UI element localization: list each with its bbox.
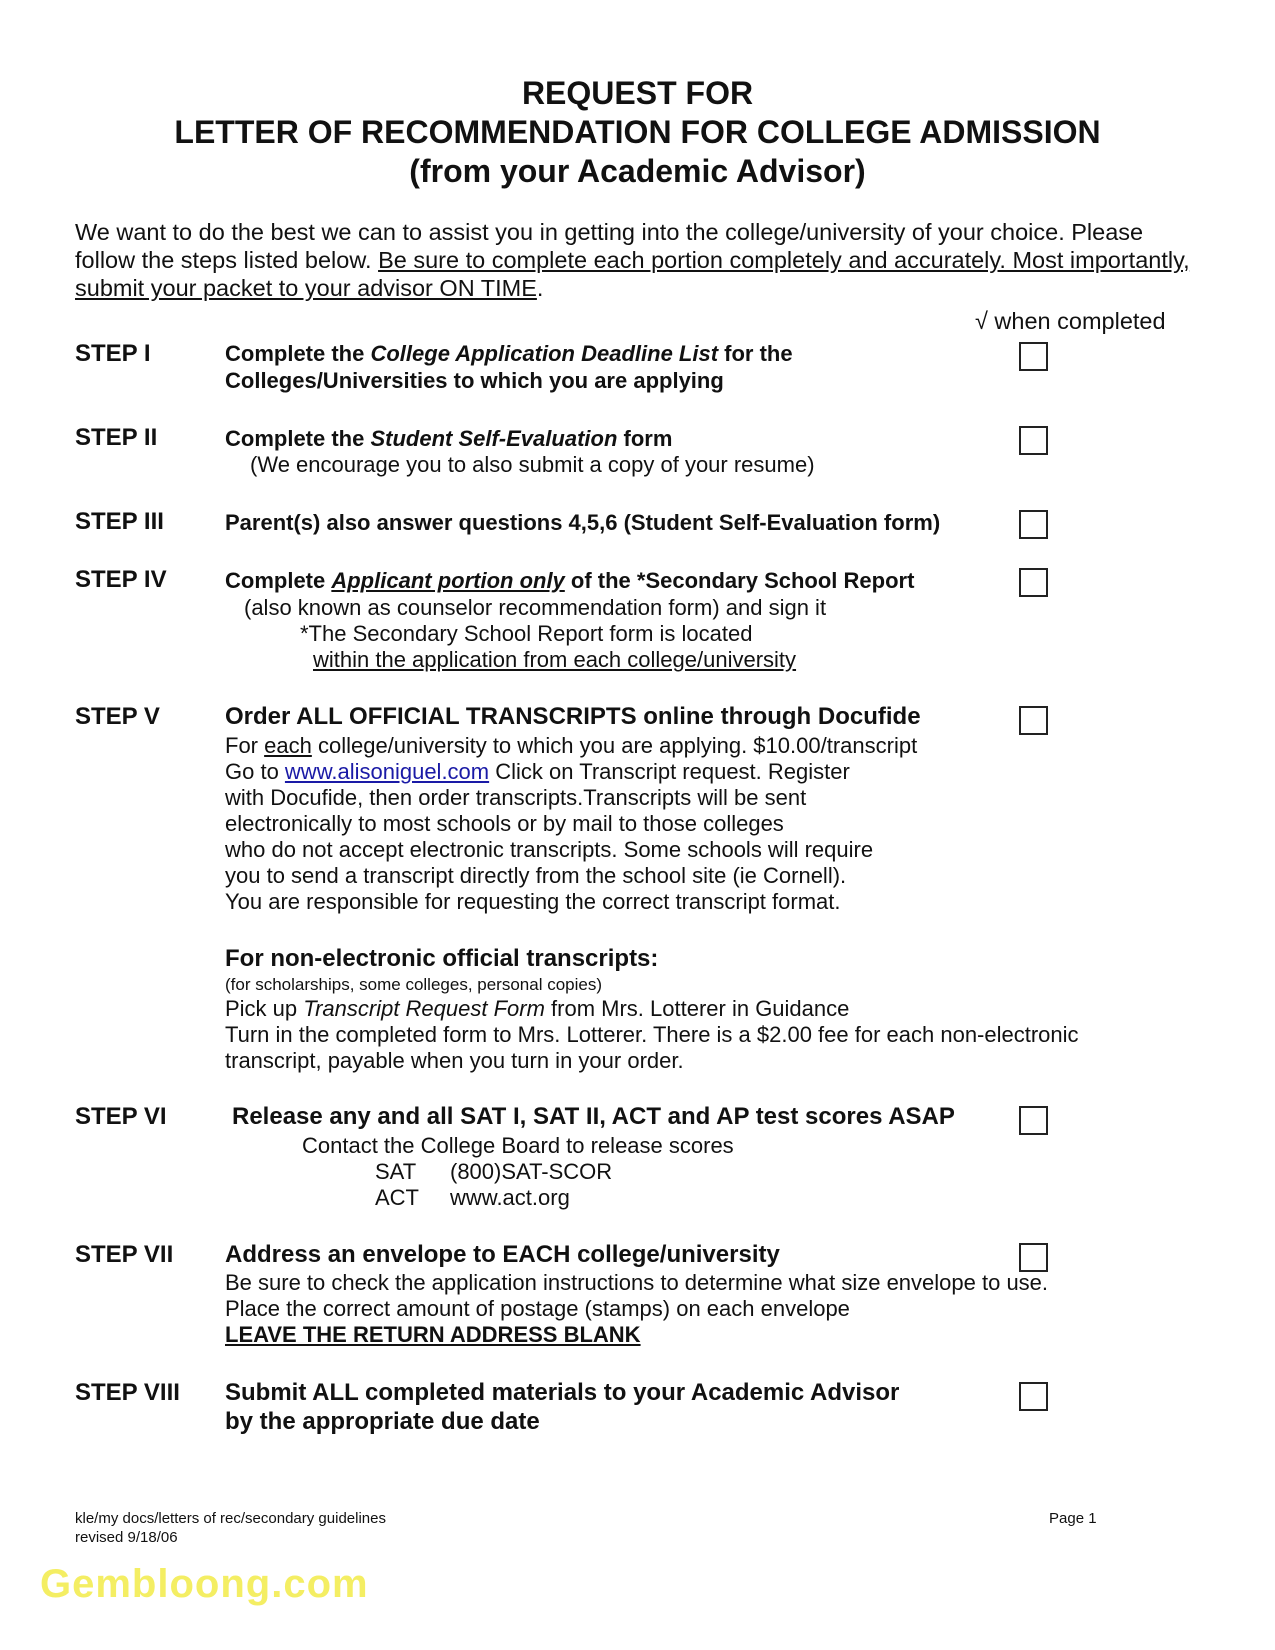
step-5-line-5: electronically to most schools or by mail to those colleges — [225, 811, 784, 836]
step-1-label: STEP I — [75, 340, 151, 367]
step-8-line-2: by the appropriate due date — [225, 1408, 540, 1435]
footer-revised: revised 9/18/06 — [75, 1529, 178, 1546]
step-8-label: STEP VIII — [75, 1379, 180, 1406]
title-line-2: LETTER OF RECOMMENDATION FOR COLLEGE ADMISSION — [174, 114, 1101, 150]
step-1-line-2: Colleges/Universities to which you are applying — [225, 368, 724, 393]
step-3-line-1: Parent(s) also answer questions 4,5,6 (Student Self-Evaluation form) — [225, 510, 941, 535]
step-5-label: STEP V — [75, 703, 160, 730]
step-8-checkbox[interactable] — [1019, 1382, 1048, 1411]
step-2-checkbox[interactable] — [1019, 426, 1048, 455]
step-6-line-2: Contact the College Board to release scores — [302, 1133, 734, 1158]
title-line-3: (from your Academic Advisor) — [409, 153, 866, 189]
step-7-line-2: Be sure to check the application instructions to determine what size envelope to use. — [225, 1270, 1049, 1295]
step-8-line-1: Submit ALL completed materials to your Academic Advisor — [225, 1379, 900, 1406]
step-7-checkbox[interactable] — [1019, 1243, 1048, 1272]
step-2-line-2: (We encourage you to also submit a copy of your resume) — [250, 452, 815, 477]
sat-phone: (800)SAT-SCOR — [450, 1159, 613, 1184]
step-5-line-2: For each college/university to which you are applying. $10.00/transcript — [225, 733, 918, 758]
step-4-line-1: Complete Applicant portion only of the *Secondary School Report — [225, 568, 915, 593]
footer-page-number: Page 1 — [1049, 1510, 1097, 1527]
step-1-line-1: Complete the College Application Deadline List for the — [225, 341, 793, 366]
step-5-line-8: You are responsible for requesting the correct transcript format. — [225, 889, 841, 914]
intro-paragraph: We want to do the best we can to assist you in getting into the college/university of your choice. Please follow the steps listed below. Be sure to complete each portion completely and accurately. Most importantly, submit your packet to your advisor ON TIME. — [75, 219, 1190, 301]
title-line-1: REQUEST FOR — [521, 75, 754, 111]
step-5-line-7: you to send a transcript directly from the school site (ie Cornell). — [225, 863, 847, 888]
step-6-checkbox[interactable] — [1019, 1106, 1048, 1135]
step-6-label: STEP VI — [75, 1103, 167, 1130]
step-1-checkbox[interactable] — [1019, 342, 1048, 371]
step-2-label: STEP II — [75, 424, 158, 451]
when-completed-header: √ when completed — [975, 308, 1166, 334]
non-electronic-heading: For non-electronic official transcripts: — [225, 945, 659, 972]
step-4-label: STEP IV — [75, 566, 167, 593]
step-5-heading: Order ALL OFFICIAL TRANSCRIPTS online through Docufide — [225, 703, 921, 730]
watermark-logo: Gembloong.com — [40, 1562, 369, 1606]
step-2-line-1: Complete the Student Self-Evaluation form — [225, 426, 673, 451]
step-7-label: STEP VII — [75, 1241, 174, 1268]
non-electronic-line-3: transcript, payable when you turn in your order. — [225, 1048, 684, 1073]
act-label: ACT — [375, 1185, 419, 1210]
footer-path: kle/my docs/letters of rec/secondary guidelines — [75, 1510, 386, 1527]
step-3-label: STEP III — [75, 508, 164, 535]
step-4-line-4: within the application from each college/university — [313, 647, 797, 672]
docufide-link[interactable]: www.alisoniguel.com — [284, 759, 490, 784]
step-5-line-3: Go to www.alisoniguel.com Click on Transcript request. Register — [225, 759, 850, 784]
non-electronic-subtext: (for scholarships, some colleges, personal copies) — [225, 975, 603, 994]
non-electronic-line-2: Turn in the completed form to Mrs. Lotterer. There is a $2.00 fee for each non-electronic — [225, 1022, 1079, 1047]
step-4-checkbox[interactable] — [1019, 568, 1048, 597]
step-5-checkbox[interactable] — [1019, 706, 1048, 735]
step-7-line-4: LEAVE THE RETURN ADDRESS BLANK — [225, 1322, 641, 1347]
step-4-line-3: *The Secondary School Report form is located — [300, 621, 753, 646]
sat-label: SAT — [375, 1159, 417, 1184]
step-6-heading: Release any and all SAT I, SAT II, ACT and AP test scores ASAP — [232, 1103, 955, 1130]
step-5-line-4: with Docufide, then order transcripts.Transcripts will be sent — [225, 785, 807, 810]
step-7-heading: Address an envelope to EACH college/university — [225, 1241, 780, 1268]
step-4-line-2: (also known as counselor recommendation form) and sign it — [244, 595, 827, 620]
non-electronic-line-1: Pick up Transcript Request Form from Mrs. Lotterer in Guidance — [225, 996, 850, 1021]
act-website: www.act.org — [450, 1185, 570, 1210]
step-5-line-6: who do not accept electronic transcripts. Some schools will require — [225, 837, 874, 862]
step-3-checkbox[interactable] — [1019, 510, 1048, 539]
step-7-line-3: Place the correct amount of postage (stamps) on each envelope — [225, 1296, 850, 1321]
